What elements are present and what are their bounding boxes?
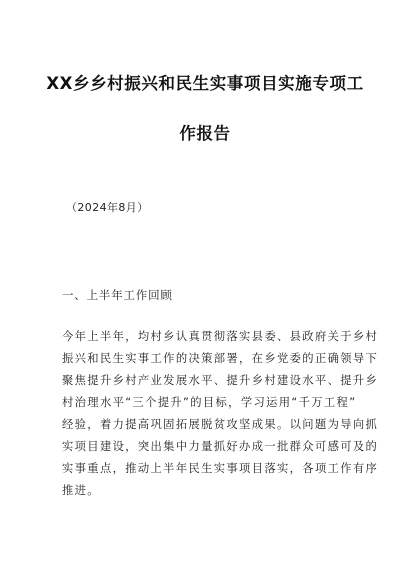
paragraph-line: 实项目建设，突出集中力量抓好办成一批群众可感可及的 [62,440,379,453]
paragraph-line: 推进。 [62,484,100,497]
paragraph-line: 经验，着力提高巩固拓展脱贫攻坚成果。以问题为导向抓 [62,418,379,431]
report-date: （2024年8月） [66,201,149,214]
paragraph-line: 聚焦提升乡村产业发展水平、提升乡村建设水平、提升乡 [62,374,379,387]
document-title-line-2: 作报告 [179,124,231,143]
paragraph-line: 实事重点，推动上半年民生实事项目落实，各项工作有序 [62,462,379,475]
paragraph-line: 今年上半年，均村乡认真贯彻落实县委、县政府关于乡村 [62,330,379,343]
paragraph-line: 村治理水平“三个提升”的目标，学习运用“千万工程” [62,396,357,409]
document-title-line-1: XX乡乡村振兴和民生实事项目实施专项工 [46,74,364,93]
section-heading: 一、上半年工作回顾 [62,288,173,302]
paragraph-line: 振兴和民生实事工作的决策部署，在乡党委的正确领导下 [62,352,379,365]
